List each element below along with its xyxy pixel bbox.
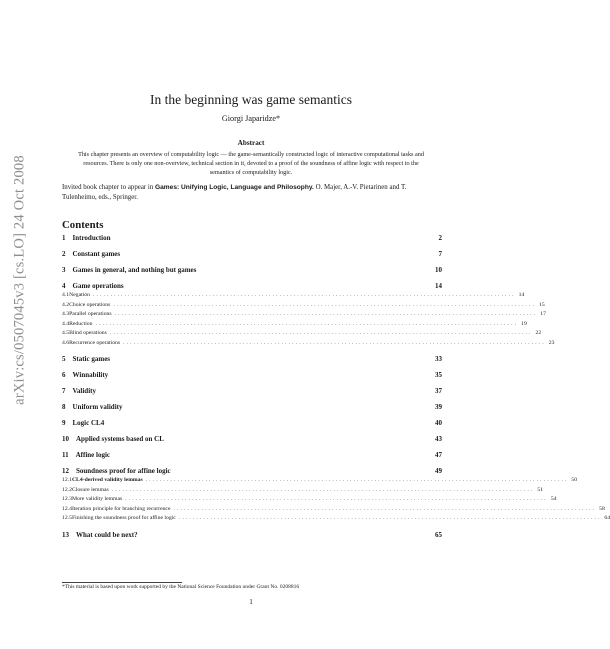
toc-subsection-title: More validity lemmas [71, 496, 123, 502]
toc-section-page: 40 [435, 419, 442, 427]
toc-section-number: 6 [62, 371, 66, 379]
toc-spacer [62, 524, 442, 531]
toc-section-page: 2 [438, 234, 442, 242]
toc-section-row[interactable] [62, 355, 442, 364]
toc-leader-dots: ........................................................................................................................ [92, 292, 516, 298]
toc-subsection-number: 4.4 [62, 320, 70, 327]
author-line: Giorgi Japaridze* [221, 114, 281, 123]
toc-section-page: 33 [435, 355, 442, 363]
toc-section-title: Applied systems based on CL [76, 435, 164, 443]
toc-section-title: Affine logic [75, 451, 111, 459]
toc-subsection-number: 12.4 [62, 505, 72, 512]
toc-section-label [62, 419, 104, 428]
toc-subsection-page: 17 [540, 311, 546, 317]
toc-subsection-title: Iteration principle for branching recurrence [71, 505, 171, 512]
toc-section-row[interactable] [62, 419, 442, 428]
invited-note [62, 183, 440, 203]
invited-suffix: O. Majer, A.-V. Pietarinen and T. Tulenheimo, eds., Springer. [62, 184, 407, 201]
contents-heading: Contents [62, 219, 104, 231]
toc-spacer [62, 396, 442, 403]
toc-section-label [62, 451, 110, 460]
toc-section-number: 3 [62, 266, 66, 274]
toc-section-row[interactable] [62, 531, 442, 540]
toc-section-row[interactable] [62, 467, 442, 476]
toc-spacer [62, 412, 442, 419]
toc-section-row[interactable] [62, 250, 442, 259]
toc-section-title: Uniform validity [72, 403, 123, 411]
toc-subsection-page: 64 [604, 515, 610, 521]
toc-section-number: 8 [62, 403, 66, 411]
toc-section-number: 7 [62, 387, 66, 395]
toc-section-title: Games in general, and nothing but games [72, 266, 197, 274]
toc-subsection-row[interactable] [62, 320, 527, 330]
toc-section-row[interactable] [62, 266, 442, 275]
toc-leader-dots: ........................................................................................................................ [111, 486, 535, 493]
toc-section-row[interactable] [62, 435, 442, 444]
arxiv-id: arXiv:cs/0507045v3 [cs.LO] 24 Oct 2008 [11, 155, 28, 405]
toc-section-page: 47 [435, 451, 442, 459]
toc-subsection-number: 4.5 [62, 330, 70, 336]
toc-section-page: 35 [435, 371, 442, 379]
toc-subsection-page: 54 [550, 496, 557, 502]
toc-section-page: 43 [435, 435, 442, 443]
toc-subsection-page: 22 [535, 330, 542, 336]
toc-leader-dots: ........................................................................................................................ [178, 515, 602, 521]
toc-section-title: What could be next? [76, 530, 138, 539]
toc-leader-dots: ........................................................................................................................ [123, 339, 546, 346]
toc-section-number: 1 [62, 234, 66, 242]
toc-subsection-title: Parallel operations [69, 311, 112, 317]
toc-subsection-page: 58 [599, 505, 605, 512]
toc-subsection-page: 19 [521, 320, 527, 327]
toc-section-title: Constant games [72, 250, 121, 258]
toc-section-label [62, 282, 124, 291]
toc-subsection-title: Reduction [69, 320, 93, 327]
toc-subsection-title: Choice operations [69, 301, 111, 308]
toc-section-label [62, 234, 111, 243]
toc-section-page: 7 [438, 250, 442, 258]
toc-section-page: 37 [435, 387, 442, 395]
toc-leader-dots: ........................................................................................................................ [113, 301, 536, 308]
toc-section-title: Validity [72, 387, 96, 395]
toc-section-number: 12 [62, 467, 69, 475]
toc-subsection-row[interactable] [62, 310, 546, 320]
toc-section-label [62, 250, 120, 259]
paper-title: In the beginning was game semantics [149, 92, 353, 107]
toc-section-row[interactable] [62, 371, 442, 380]
toc-spacer [62, 348, 442, 355]
toc-subsection-number: 4.3 [62, 311, 70, 317]
toc-subsection-row[interactable] [62, 514, 610, 524]
toc-section-title: Static games [72, 355, 111, 363]
toc-spacer [62, 364, 442, 371]
toc-subsection-row[interactable] [62, 476, 578, 486]
toc-subsection-title: Finishing the soundness proof for affine logic [71, 515, 176, 521]
table-of-contents [62, 234, 610, 540]
toc-subsection-page: 14 [518, 292, 525, 298]
toc-spacer [62, 259, 442, 266]
toc-section-number: 11 [62, 451, 69, 459]
toc-section-label [62, 435, 164, 444]
toc-section-row[interactable] [62, 403, 442, 412]
toc-leader-dots: ........................................................................................................................ [95, 320, 519, 327]
toc-subsection-title: Closure lemmas [71, 486, 109, 493]
toc-section-number: 2 [62, 250, 66, 258]
toc-section-page: 14 [435, 282, 442, 290]
abstract-text: This chapter presents an overview of computability logic — the game-semantically constructed logic of interactive computational tasks and resources. There is only one non-overview, technical section in it, devoted to a proof of the soundness of affine logic with respect to the semantics of computability logic. [78, 151, 424, 176]
toc-section-page: 65 [435, 530, 442, 539]
toc-leader-dots: ........................................................................................................................ [125, 496, 548, 502]
toc-section-title: Winnability [72, 371, 109, 379]
arxiv-sidebar-stamp [6, 150, 34, 410]
toc-subsection-title: Blind operations [69, 330, 107, 336]
toc-subsection-row[interactable] [62, 495, 557, 505]
toc-subsection-number: 4.1 [62, 292, 70, 298]
toc-section-number: 9 [62, 419, 66, 427]
toc-subsection-number: 12.2 [62, 486, 72, 493]
page-number: 1 [249, 598, 253, 606]
toc-spacer [62, 275, 442, 282]
footnote-rule [62, 582, 182, 583]
toc-section-number: 10 [62, 435, 69, 443]
toc-subsection-row[interactable] [62, 486, 544, 496]
toc-section-label [62, 403, 122, 412]
toc-spacer [62, 428, 442, 435]
toc-leader-dots: ........................................................................................................................ [173, 505, 597, 512]
toc-section-number: 13 [62, 530, 69, 539]
toc-subsection-number: 12.5 [62, 515, 72, 521]
toc-section-label [62, 387, 96, 396]
toc-section-title: Logic CL4 [72, 419, 105, 427]
toc-spacer [62, 243, 442, 250]
toc-subsection-title: Recurrence operations [69, 339, 121, 346]
toc-section-title: Game operations [72, 282, 124, 290]
toc-section-title: Soundness proof for affine logic [76, 467, 171, 475]
abstract-heading: Abstract [237, 139, 265, 147]
toc-leader-dots: ........................................................................................................................ [109, 330, 533, 336]
footnote: *This material is based upon work supported by the National Science Foundation under Grant No. 0208816 [62, 584, 300, 590]
toc-subsection-page: 50 [571, 477, 578, 483]
toc-section-label [62, 266, 196, 275]
toc-subsection-row[interactable] [62, 291, 525, 301]
toc-section-row[interactable] [62, 234, 442, 243]
toc-section-label [62, 531, 138, 540]
toc-subsection-row[interactable] [62, 505, 605, 515]
toc-section-title: Introduction [72, 234, 111, 242]
toc-subsection-row[interactable] [62, 329, 542, 339]
toc-subsection-number: 4.6 [62, 339, 70, 346]
toc-subsection-title: Negation [69, 292, 90, 298]
toc-subsection-page: 15 [538, 301, 545, 308]
toc-subsection-number: 12.3 [62, 496, 72, 502]
toc-leader-dots: ........................................................................................................................ [145, 477, 569, 483]
toc-section-page: 39 [435, 403, 442, 411]
toc-subsection-page: 23 [548, 339, 555, 346]
toc-section-label [62, 355, 110, 364]
toc-section-row[interactable] [62, 451, 442, 460]
toc-subsection-row[interactable] [62, 339, 555, 349]
toc-subsection-number: 4.2 [62, 301, 70, 308]
toc-spacer [62, 460, 442, 467]
invited-prefix: Invited book chapter to appear in [62, 184, 155, 191]
toc-subsection-page: 51 [537, 486, 544, 493]
toc-leader-dots: ........................................................................................................................ [114, 311, 538, 317]
toc-section-number: 4 [62, 282, 66, 290]
toc-section-row[interactable] [62, 282, 442, 291]
toc-subsection-number: 12.1 [62, 477, 72, 483]
invited-book: Games: Unifying Logic, Language and Philosophy. [155, 184, 314, 191]
toc-section-number: 5 [62, 355, 66, 363]
toc-spacer [62, 444, 442, 451]
toc-section-label [62, 467, 171, 476]
toc-section-label [62, 371, 108, 380]
toc-section-page: 10 [435, 266, 442, 274]
toc-subsection-title: CL4-derived validity lemmas [71, 477, 143, 483]
toc-section-row[interactable] [62, 387, 442, 396]
toc-subsection-row[interactable] [62, 301, 545, 311]
toc-section-page: 49 [435, 467, 442, 475]
toc-spacer [62, 380, 442, 387]
